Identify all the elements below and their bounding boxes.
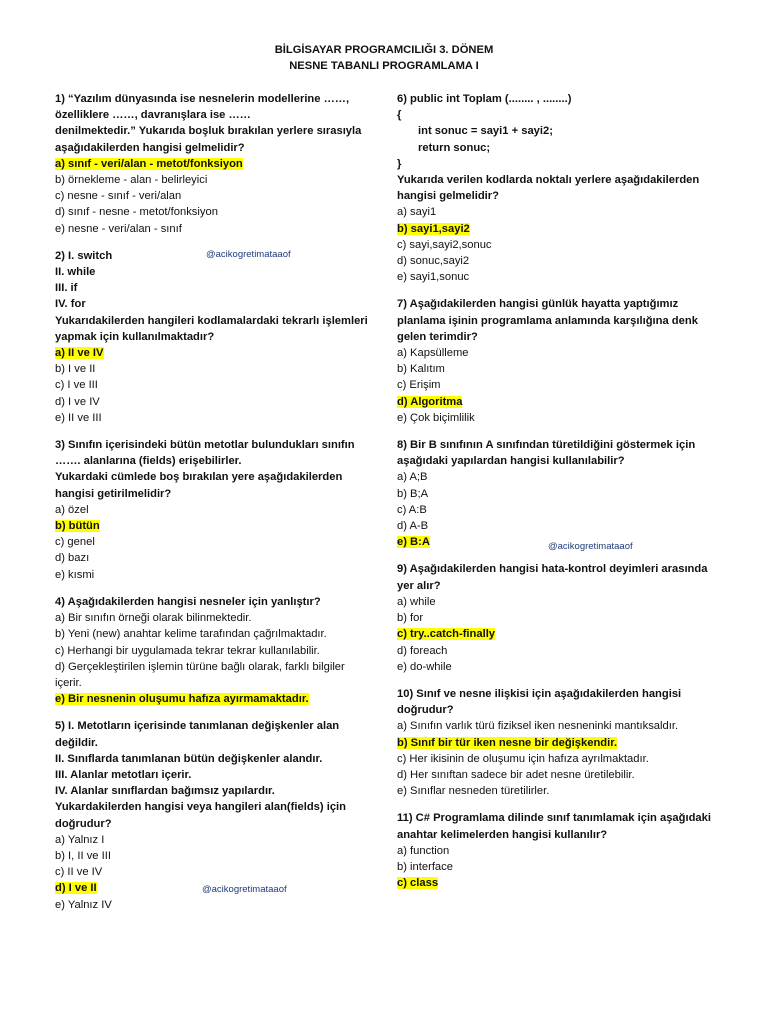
question-text: 10) Sınıf ve nesne ilişkisi için aşağıdakilerden hangisi <box>397 687 682 700</box>
document-title: BİLGİSAYAR PROGRAMCILIĞI 3. DÖNEM <box>274 44 494 56</box>
answer-option: c) Herhangi bir uygulamada tekrar tekrar kullanılabilir. <box>55 644 320 657</box>
watermark: @acikogretimataaof <box>548 541 633 552</box>
question-text: 3) Sınıfın içerisindeki bütün metotlar bulundukları sınıfın <box>55 439 355 452</box>
answer-option: a) Bir sınıfın örneği olarak bilinmektedir. <box>55 612 252 625</box>
answer-option: a) sayi1 <box>397 206 437 219</box>
answer-option: e) II ve III <box>55 411 102 424</box>
answer-option: a) özel <box>55 503 89 516</box>
answer-option: b) for <box>397 612 424 625</box>
answer-highlighted: b) sayi1,sayi2 <box>397 222 470 235</box>
answer-option: b) B;A <box>397 487 429 500</box>
answer-option: c) II ve IV <box>55 866 103 879</box>
question-text: 8) Bir B sınıfının A sınıfından türetildiğini göstermek için <box>397 439 696 452</box>
answer-option: d) sınıf - nesne - metot/fonksiyon <box>55 206 218 219</box>
answer-option: b) Yeni (new) anahtar kelime tarafından çağrılmaktadır. <box>55 628 327 641</box>
question-text: 4) Aşağıdakilerden hangisi nesneler için yanlıştır? <box>55 595 321 608</box>
question-text: ……. alanlarına (fields) erişebilirler. <box>55 455 242 468</box>
question-text: gelen terimdir? <box>397 330 478 343</box>
question-block <box>55 437 385 583</box>
question-text: denilmektedir.” Yukarıda boşluk bırakılan yerlere sırasıyla <box>55 125 362 138</box>
question-text: } <box>397 157 402 170</box>
question-text: IV. Alanlar sınıflardan bağımsız yapılardır. <box>55 785 275 798</box>
question-text: Yukardaki cümlede boş bırakılan yere aşağıdakilerden <box>55 471 343 484</box>
question-text: 9) Aşağıdakilerden hangisi hata-kontrol deyimleri arasında <box>397 563 708 576</box>
question-text: hangisi getirilmelidir? <box>55 487 172 500</box>
question-block <box>397 437 727 550</box>
answer-option: b) örnekleme - alan - belirleyici <box>55 174 208 187</box>
question-text: hangisi gelmelidir? <box>397 190 499 203</box>
answer-highlighted: b) Sınıf bir tür iken nesne bir değişkendir. <box>397 736 618 749</box>
question-text: II. while <box>55 266 96 279</box>
question-block <box>397 810 727 891</box>
question-text: yapmak için kullanılmaktadır? <box>55 330 215 343</box>
question-text: return sonuc; <box>418 141 491 154</box>
question-text: IV. for <box>55 298 86 311</box>
answer-highlighted: c) try..catch-finally <box>397 628 496 641</box>
right-column <box>397 91 727 902</box>
answer-option: b) interface <box>397 860 453 873</box>
answer-option: d) foreach <box>397 644 448 657</box>
watermark: @acikogretimataaof <box>202 884 287 895</box>
answer-option: e) Sınıflar nesneden türetilirler. <box>397 785 550 798</box>
answer-option: e) Yalnız IV <box>55 898 112 911</box>
question-text: aşağıdakilerden hangisi gelmelidir? <box>55 141 245 154</box>
answer-option: a) while <box>397 595 436 608</box>
question-text: 11) C# Programlama dilinde sınıf tanımlamak için aşağıdaki <box>397 812 711 825</box>
answer-option: a) A;B <box>397 471 428 484</box>
question-block <box>397 296 727 426</box>
answer-option: c) Erişim <box>397 379 441 392</box>
answer-option: a) Sınıfın varlık türü fiziksel iken nesneninki mantıksaldır. <box>397 720 679 733</box>
left-column <box>55 91 385 924</box>
question-text: 7) Aşağıdakilerden hangisi günlük hayatta yaptığımız <box>397 298 679 311</box>
question-text: Yukarıdakilerden hangileri kodlamalardaki tekrarlı işlemleri <box>55 314 368 327</box>
question-block <box>397 561 727 674</box>
question-text: III. Alanlar metotları içerir. <box>55 768 192 781</box>
answer-option: b) I ve II <box>55 363 96 376</box>
question-text: III. if <box>55 282 78 295</box>
question-block <box>55 248 385 426</box>
answer-highlighted: b) bütün <box>55 520 100 533</box>
answer-option: e) Çok biçimlilik <box>397 411 475 424</box>
answer-option: b) I, II ve III <box>55 849 111 862</box>
question-text: 1) “Yazılım dünyasında ise nesnelerin modellerine ……, <box>55 93 350 105</box>
answer-option: d) A-B <box>397 520 429 533</box>
question-text: anahtar kelimelerden hangisi kullanılır? <box>397 828 608 841</box>
answer-option: b) Kalıtım <box>397 363 445 376</box>
answer-highlighted: a) sınıf - veri/alan - metot/fonksiyon <box>55 157 243 170</box>
question-text: özelliklere ……, davranışlara ise …… <box>55 109 251 122</box>
answer-option: d) sonuc,sayi2 <box>397 255 470 268</box>
question-text: 2) I. switch <box>55 249 113 262</box>
answer-option: a) Kapsülleme <box>397 347 469 360</box>
answer-highlighted: e) Bir nesnenin oluşumu hafıza ayırmamaktadır. <box>55 693 309 706</box>
answer-option: c) A:B <box>397 503 427 516</box>
question-text: planlama işinin programlama anlamında karşılığına denk <box>397 314 698 327</box>
question-text: { <box>397 109 402 122</box>
answer-option: c) I ve III <box>55 379 98 392</box>
question-block <box>397 686 727 799</box>
question-text: aşağıdaki yapılardan hangisi kullanılabilir? <box>397 455 625 468</box>
answer-highlighted: a) II ve IV <box>55 347 104 360</box>
question-text: yer alır? <box>397 579 441 592</box>
answer-highlighted: d) Algoritma <box>397 395 463 408</box>
answer-option: e) nesne - veri/alan - sınıf <box>55 222 182 235</box>
answer-option: a) Yalnız I <box>55 833 105 846</box>
answer-option: e) kısmi <box>55 568 95 581</box>
answer-option: d) bazı <box>55 552 90 565</box>
answer-option: d) Her sınıftan sadece bir adet nesne üretilebilir. <box>397 768 635 781</box>
answer-highlighted: c) class <box>397 877 439 890</box>
answer-option: e) do-while <box>397 660 452 673</box>
answer-option: c) nesne - sınıf - veri/alan <box>55 190 182 203</box>
answer-option: a) function <box>397 844 450 857</box>
answer-option: içerir. <box>55 676 82 689</box>
answer-option: d) Gerçekleştirilen işlemin türüne bağlı olarak, farklı bilgiler <box>55 660 345 673</box>
question-text: II. Sınıflarda tanımlanan bütün değişkenler alandır. <box>55 752 323 765</box>
question-block <box>397 91 727 285</box>
document-subtitle: NESNE TABANLI PROGRAMLAMA I <box>289 60 479 72</box>
question-block <box>55 91 385 237</box>
question-text: değildir. <box>55 736 98 749</box>
answer-highlighted: e) B:A <box>397 536 430 549</box>
question-text: 6) public int Toplam (........ , ........) <box>397 93 572 105</box>
question-text: doğrudur? <box>397 704 454 717</box>
question-block <box>55 594 385 707</box>
question-text: Yukardakilerden hangisi veya hangileri alan(fields) için <box>55 801 346 814</box>
question-text: Yukarıda verilen kodlarda noktalı yerlere aşağıdakilerden <box>397 174 700 187</box>
question-text: doğrudur? <box>55 817 112 830</box>
answer-option: c) sayi,sayi2,sonuc <box>397 238 492 251</box>
watermark: @acikogretimataaof <box>206 249 291 260</box>
answer-option: d) I ve IV <box>55 395 100 408</box>
answer-highlighted: d) I ve II <box>55 882 97 895</box>
question-text: 5) I. Metotların içerisinde tanımlanan değişkenler alan <box>55 720 340 733</box>
answer-option: c) genel <box>55 536 95 549</box>
answer-option: c) Her ikisinin de oluşumu için hafıza ayrılmaktadır. <box>397 752 649 765</box>
answer-option: e) sayi1,sonuc <box>397 271 470 284</box>
question-text: int sonuc = sayi1 + sayi2; <box>418 125 553 138</box>
